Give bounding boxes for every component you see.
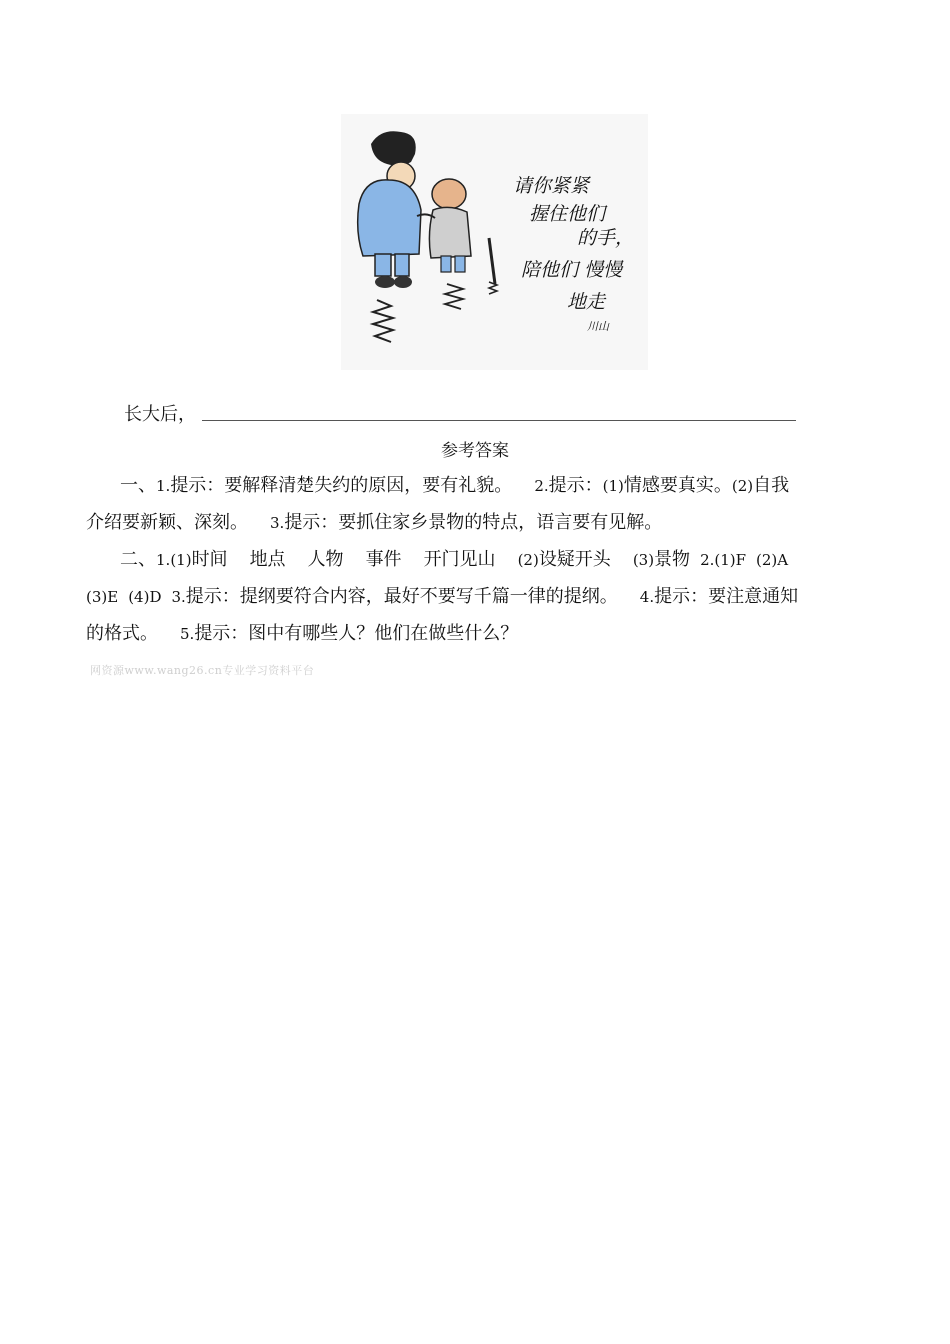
s2-word-4: 事件: [365, 549, 402, 570]
elder-figure: [417, 179, 497, 309]
s1-item2-text-b: 情感要真实。: [623, 475, 732, 496]
fill-in-blank-line: [202, 420, 796, 421]
s2-item5-num: 5.: [180, 625, 195, 643]
s2-word-5: 开门见山: [423, 549, 496, 570]
s2-word-3: 人物: [307, 549, 344, 570]
prompt-label: 长大后，: [124, 404, 196, 425]
caption-line-4: 陪他们 慢慢: [521, 259, 623, 281]
s2-item1-sub3-text: 景物: [654, 549, 691, 570]
answer-line-5: [86, 620, 518, 648]
answer-line-2: [86, 509, 662, 537]
handwritten-caption: [513, 175, 634, 333]
s2-item2-a: (1)F: [714, 551, 747, 569]
s2-item3-text: 提示：提纲要符合内容，最好不要写千篇一律的提纲。: [185, 586, 618, 607]
answer-line-4: [86, 583, 798, 611]
caption-line-3: 的手，: [577, 227, 635, 249]
s2-item1-sub2: (2): [517, 551, 539, 569]
cartoon-drawing: [341, 114, 648, 370]
s2-item1-num: 1.: [156, 551, 171, 569]
watermark: 网资源www.wang26.cn专业学习资料平台: [90, 664, 315, 677]
answer-key-title: 参考答案: [441, 441, 509, 461]
section2-marker: 二、: [120, 549, 156, 570]
caption-line-5: 地走: [567, 291, 606, 313]
s2-word-2: 地点: [249, 549, 286, 570]
s2-item5-text: 提示：图中有哪些人？他们在做些什么？: [194, 623, 519, 644]
s2-item4-num: 4.: [639, 588, 655, 606]
s2-item3-num: 3.: [171, 588, 186, 606]
s1-item2-num: 2.: [534, 477, 549, 495]
caption-line-2: 握住他们: [529, 203, 606, 225]
s1-item2-text-c: 自我: [753, 475, 790, 496]
s1-item2-sub2: (2): [731, 477, 754, 495]
s2-item4-text-b: 的格式。: [86, 623, 158, 644]
s1-item3-text: 提示：要抓住家乡景物的特点，语言要有见解。: [284, 512, 663, 533]
s1-item2-text-d: 介绍要新颖、深刻。: [86, 512, 248, 533]
s1-item2-text-a: 提示：: [548, 475, 603, 496]
answer-line-3: [120, 546, 788, 574]
s1-item1-num: 1.: [156, 477, 171, 495]
section1-marker: 一、: [120, 475, 156, 496]
s2-item1-sub1: (1): [170, 551, 192, 569]
s2-item4-text-a: 提示：要注意通知: [654, 586, 799, 607]
young-man-figure: [358, 131, 421, 342]
s1-item2-sub1: (1): [602, 477, 624, 495]
s1-item3-num: 3.: [270, 514, 285, 532]
s2-item2-b: (2)A: [756, 551, 789, 569]
s2-item1-sub3: (3): [632, 551, 655, 569]
cartoon-illustration: [341, 114, 648, 370]
s2-item1-sub2-text: 设疑开头: [538, 549, 611, 570]
caption-line-1: 请你紧紧: [513, 175, 590, 197]
answer-line-1: [120, 472, 789, 500]
s1-item1-text: 提示：要解释清楚失约的原因，要有礼貌。: [170, 475, 513, 496]
s2-item2-num: 2.: [700, 551, 715, 569]
s2-word-1: 时间: [191, 549, 228, 570]
s2-item2-c: (3)E: [86, 588, 119, 606]
signature: 川山: [587, 320, 609, 333]
s2-item2-d: (4)D: [128, 588, 162, 606]
